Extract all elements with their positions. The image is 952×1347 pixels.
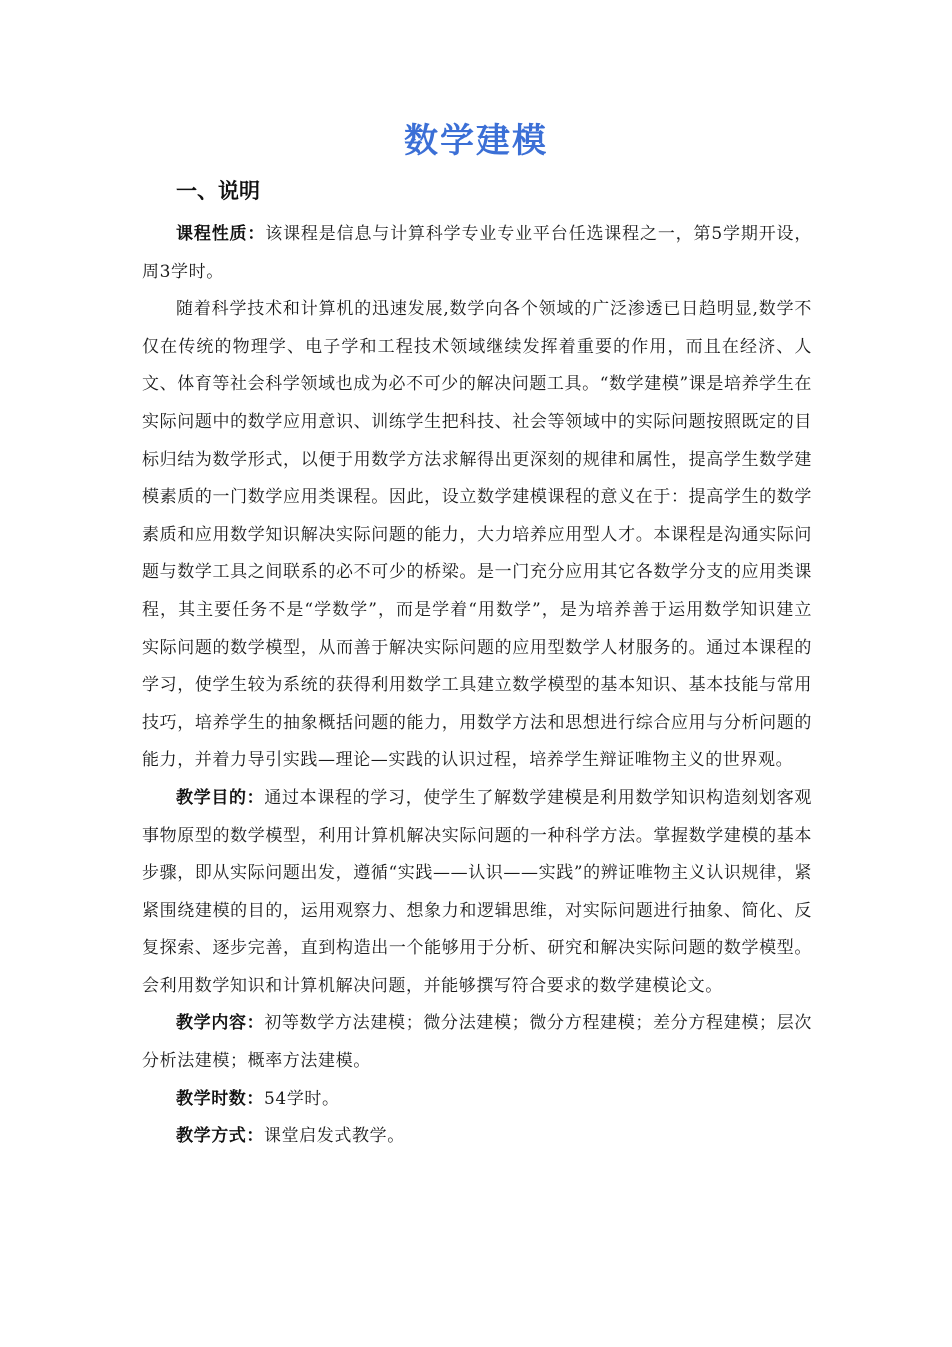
paragraph-teaching-hours	[142, 1081, 812, 1119]
paragraph-label: 课程性质：	[176, 224, 266, 244]
paragraph-text: 初等数学方法建模；微分法建模；微分方程建模；差分方程建模；层次分析法建模；概率方法建模。	[142, 1013, 812, 1072]
paragraph-text: 课堂启发式教学。	[264, 1126, 405, 1147]
paragraph-label: 教学内容：	[176, 1013, 265, 1034]
paragraph-label: 教学目的：	[176, 787, 265, 808]
paragraph-text: 通过本课程的学习，使学生了解数学建模是利用数学知识构造刻划客观事物原型的数学模型，利用计算机解决实际问题的一种科学方法。掌握数学建模的基本步骤，即从实际问题出发，遵循“实践——认识——实践”的辨证唯物主义认识规律，紧紧围绕建模的目的，运用观察力、想象力和逻辑思维，对实际问题进行抽象、简化、反复探索、逐步完善，直到构造出一个能够用于分析、研究和解决实际问题的数学模型。会利用数学知识和计算机解决问题，并能够撰写符合要求的数学建模论文。	[142, 787, 812, 996]
paragraph-text: 54学时。	[264, 1088, 340, 1109]
paragraph-course-nature	[142, 216, 812, 291]
paragraph-text: 随着科学技术和计算机的迅速发展,数学向各个领域的广泛渗透已日趋明显,数学不仅在传统的物理学、电子学和工程技术领域继续发挥着重要的作用，而且在经济、人文、体育等社会科学领域也成为必不可少的解决问题工具。“数学建模”课是培养学生在实际问题中的数学应用意识、训练学生把科技、社会等领域中的实际问题按照既定的目标归结为数学形式，以便于用数学方法求解得出更深刻的规律和属性，提高学生数学建模素质的一门数学应用类课程。因此，设立数学建模课程的意义在于：提高学生的数学素质和应用数学知识解决实际问题的能力，大力培养应用型人才。本课程是沟通实际问题与数学工具之间联系的必不可少的桥梁。是一门充分应用其它各数学分支的应用类课程，其主要任务不是“学数学”，而是学着“用数学”，是为培养善于运用数学知识建立实际问题的数学模型，从而善于解决实际问题的应用型数学人材服务的。通过本课程的学习，使学生较为系统的获得利用数学工具建立数学模型的基本知识、基本技能与常用技巧，培养学生的抽象概括问题的能力，用数学方法和思想进行综合应用与分析问题的能力，并着力导引实践—理论—实践的认识过程，培养学生辩证唯物主义的世界观。	[142, 299, 812, 771]
paragraph-teaching-method	[142, 1118, 812, 1156]
document-title: 数学建模	[404, 121, 548, 161]
section-heading: 一、说明	[176, 179, 260, 203]
paragraph-background	[142, 291, 812, 780]
paragraph-label: 教学方式：	[176, 1126, 264, 1147]
document-body	[142, 216, 812, 1156]
paragraph-teaching-purpose	[142, 780, 812, 1006]
paragraph-teaching-content	[142, 1005, 812, 1080]
paragraph-label: 教学时数：	[176, 1088, 264, 1109]
paragraph-text: 该课程是信息与计算科学专业专业平台任选课程之一，第5学期开设，周3学时。	[142, 224, 813, 282]
